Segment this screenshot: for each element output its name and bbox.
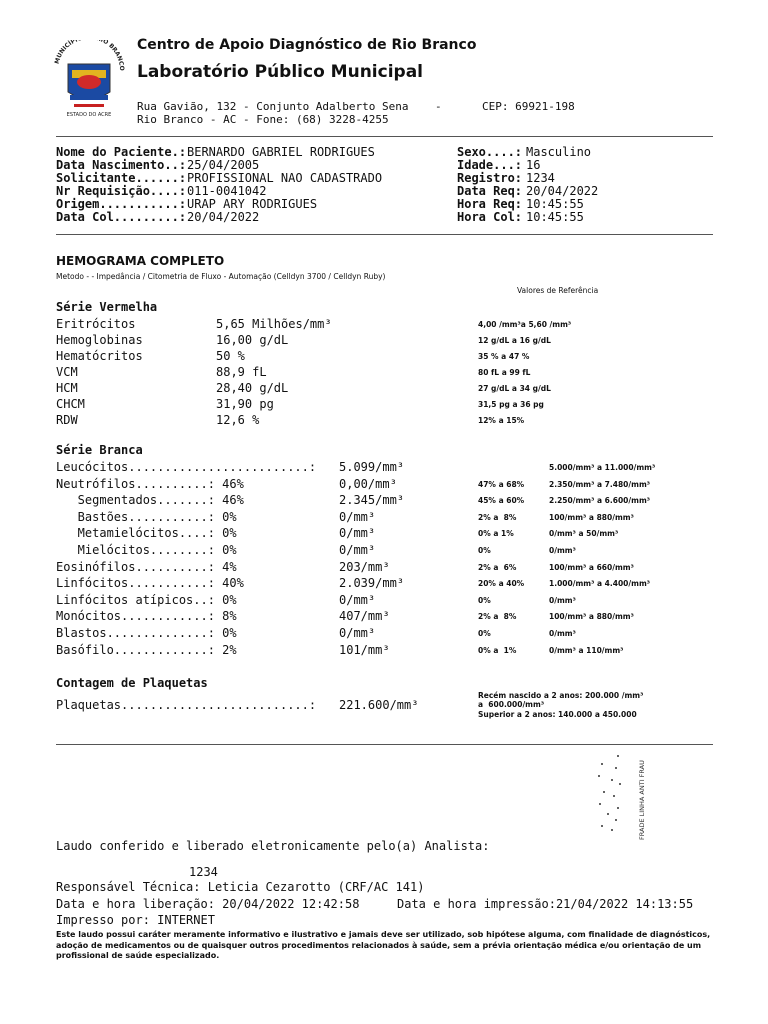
red-series-row-value: 12,6 % <box>216 413 260 427</box>
white-series-row-ref-pct: 47% a 68% <box>478 479 525 489</box>
white-series-row-value: 2.039/mm³ <box>339 576 405 591</box>
municipal-logo <box>50 40 128 120</box>
patient-field-value: 25/04/2005 <box>187 158 260 172</box>
patient-field-value: BERNARDO GABRIEL RODRIGUES <box>187 145 375 159</box>
printed-by: Impresso por: INTERNET <box>56 913 215 927</box>
release-datetime: Data e hora liberação: 20/04/2022 12:42:58 <box>56 897 360 911</box>
red-series-row-value: 88,9 fL <box>216 365 267 379</box>
divider-top <box>56 136 713 137</box>
white-series-row-ref-abs: 0/mm³ <box>549 546 576 555</box>
released-by: Laudo conferido e liberado eletronicamente pelo(a) Analista: <box>56 839 490 853</box>
responsible-technician: Responsável Técnica: Leticia Cezarotto (CRF/AC 141) <box>56 880 425 894</box>
white-series-row-ref-abs: 2.350/mm³ a 7.480/mm³ <box>549 479 651 489</box>
red-series-row-ref: 12 g/dL a 16 g/dL <box>478 336 551 345</box>
white-series-row-name: Linfócitos atípicos..: 0% <box>56 592 237 607</box>
patient-field-label: Nr Requisição....: <box>56 184 187 198</box>
patient-field-value: 1234 <box>526 171 555 185</box>
svg-text:MUNICÍPIO DE RIO BRANCO: MUNICÍPI IO BRANCO <box>53 40 126 72</box>
header-title: Centro de Apoio Diagnóstico de Rio Branco <box>137 37 477 53</box>
disclaimer: Este laudo possui caráter meramente informativo e ilustrativo e jamais deve ser utilizado, sob hipótese alguma, com finalidade de diagnósticos, adoção de medicamentos ou de quaisquer outros procedimentos relacionados à saúde, sem a prévia orientação médica e/ou orientação de um profissional de saúde especializado. <box>56 930 711 960</box>
patient-field-label: Data Col.........: <box>56 210 187 224</box>
white-series-row-value: 203/mm³ <box>339 559 390 574</box>
white-series-row-ref-abs: 100/mm³ a 880/mm³ <box>549 612 634 622</box>
white-series-row-name: Bastões...........: 0% <box>56 509 237 524</box>
white-series-row-name: Mielócitos........: 0% <box>56 543 237 557</box>
red-series-row-name: Eritrócitos <box>56 317 136 331</box>
white-series-row-value: 0/mm³ <box>339 526 376 541</box>
divider-patient <box>56 234 713 235</box>
white-series-row-value: 0,00/mm³ <box>339 476 397 491</box>
divider-bottom <box>56 744 713 745</box>
white-series-row-ref-abs: 0/mm³ a 110/mm³ <box>549 645 624 655</box>
white-series-row-ref-pct: 2% a 6% <box>478 562 517 572</box>
platelets-ref-line1: Recém nascido a 2 anos: 200.000 /mm³ <box>478 691 644 700</box>
red-series-row-name: Hematócritos <box>56 349 143 363</box>
white-series-row-name: Blastos..............: 0% <box>56 626 237 640</box>
red-series-row-ref: 31,5 pg a 36 pg <box>478 400 544 409</box>
white-series-row-value: 0/mm³ <box>339 592 376 607</box>
red-series-row-ref: 4,00 /mm³a 5,60 /mm³ <box>478 320 572 329</box>
print-datetime: Data e hora impressão:21/04/2022 14:13:55 <box>397 897 694 911</box>
platelets-value: 221.600/mm³ <box>339 698 419 712</box>
red-series-row-name: RDW <box>56 413 78 427</box>
patient-field-value: 20/04/2022 <box>526 184 599 198</box>
white-series-row-ref-pct: 0% <box>478 629 491 638</box>
patient-field-value: 011-0041042 <box>187 184 267 198</box>
red-series-row-value: 16,00 g/dL <box>216 333 289 347</box>
white-series-row-ref-pct: 0% <box>478 595 491 605</box>
white-series-row-ref-abs: 5.000/mm³ a 11.000/mm³ <box>549 463 656 472</box>
red-series-row-ref: 27 g/dL a 34 g/dL <box>478 384 551 393</box>
white-series-row-value: 101/mm³ <box>339 642 390 657</box>
white-series-row-ref-pct: 0% <box>478 546 491 555</box>
address-line1: Rua Gavião, 132 - Conjunto Adalberto Sena - <box>137 100 442 113</box>
white-series-row-value: 0/mm³ <box>339 509 376 524</box>
patient-field-value: 16 <box>526 158 541 172</box>
white-series-row-ref-abs: 1.000/mm³ a 4.400/mm³ <box>549 579 651 589</box>
white-series-row-ref-pct: 2% a 8% <box>478 612 517 622</box>
white-series-row-ref-abs: 100/mm³ a 880/mm³ <box>549 512 634 522</box>
cep: CEP: 69921-198 <box>482 100 575 113</box>
svg-text:ESTADO DO ACRE: ESTADO DO ACRE <box>66 112 112 118</box>
white-series-row-name: Metamielócitos....: 0% <box>56 526 237 541</box>
patient-field-value: 20/04/2022 <box>187 210 260 224</box>
red-series-row-ref: 12% a 15% <box>478 416 525 425</box>
exam-method: Metodo - - Impedância / Citometria de Fluxo - Automação (Celldyn 3700 / Celldyn Ruby) <box>56 272 386 281</box>
patient-field-label: Idade...: <box>457 158 523 172</box>
red-series-row-name: VCM <box>56 365 78 379</box>
analyst-code: 1234 <box>189 865 218 879</box>
white-series-row-ref-abs: 2.250/mm³ a 6.600/mm³ <box>549 496 651 506</box>
red-series-row-name: CHCM <box>56 397 85 411</box>
patient-field-label: Registro: <box>457 171 523 185</box>
anti-fraud-seal <box>594 750 654 842</box>
white-series-row-value: 0/mm³ <box>339 543 376 557</box>
platelets-ref-line3: Superior a 2 anos: 140.000 a 450.000 <box>478 710 637 719</box>
patient-field-label: Solicitante......: <box>56 171 187 185</box>
white-series-row-ref-abs: 100/mm³ a 660/mm³ <box>549 562 634 572</box>
white-series-row-ref-abs: 0/mm³ a 50/mm³ <box>549 529 619 539</box>
white-series-row-ref-pct: 0% a 1% <box>478 529 514 539</box>
red-series-row-name: HCM <box>56 381 78 395</box>
patient-field-value: PROFISSIONAL NAO CADASTRADO <box>187 171 383 185</box>
white-series-row-ref-pct: 20% a 40% <box>478 579 525 589</box>
patient-field-label: Data Req: <box>457 184 523 198</box>
svg-text:FRADE LINHA ANTI FRAU: FRADE LINHA ANTI FRAU <box>638 760 646 840</box>
patient-field-label: Data Nascimento..: <box>56 158 187 172</box>
exam-title: HEMOGRAMA COMPLETO <box>56 254 225 268</box>
white-series-row-name: Leucócitos.........................: <box>56 460 317 474</box>
address-line2: Rio Branco - AC - Fone: (68) 3228-4255 <box>137 113 389 126</box>
platelets-ref-line2: a 600.000/mm³ <box>478 700 545 709</box>
red-series-title: Série Vermelha <box>56 300 158 314</box>
white-series-row-value: 0/mm³ <box>339 626 376 640</box>
white-series-row-ref-abs: 0/mm³ <box>549 595 576 605</box>
white-series-row-value: 407/mm³ <box>339 609 390 624</box>
white-series-row-name: Monócitos............: 8% <box>56 609 237 624</box>
white-series-row-ref-pct: 45% a 60% <box>478 496 525 506</box>
red-series-row-value: 28,40 g/dL <box>216 381 289 395</box>
red-series-row-value: 31,90 pg <box>216 397 274 411</box>
patient-field-label: Hora Req: <box>457 197 523 211</box>
red-series-row-value: 5,65 Milhões/mm³ <box>216 317 332 331</box>
red-series-row-ref: 35 % a 47 % <box>478 352 530 361</box>
white-series-row-name: Basófilo.............: 2% <box>56 642 237 657</box>
white-series-row-ref-pct: 0% a 1% <box>478 645 517 655</box>
platelets-title: Contagem de Plaquetas <box>56 676 208 690</box>
header-subtitle: Laboratório Público Municipal <box>137 62 424 82</box>
white-series-row-name: Eosinófilos..........: 4% <box>56 559 237 574</box>
patient-field-value: 10:45:55 <box>526 197 584 211</box>
platelets-name: Plaquetas..........................: <box>56 698 317 712</box>
white-series-row-name: Segmentados.......: 46% <box>56 493 244 508</box>
white-series-row-value: 5.099/mm³ <box>339 460 405 474</box>
patient-field-value: URAP ARY RODRIGUES <box>187 197 318 211</box>
patient-field-value: Masculino <box>526 145 592 159</box>
reference-header: Valores de Referência <box>517 286 599 295</box>
patient-field-label: Sexo....: <box>457 145 523 159</box>
white-series-row-ref-pct: 2% a 8% <box>478 512 517 522</box>
patient-field-label: Nome do Paciente.: <box>56 145 187 159</box>
patient-field-value: 10:45:55 <box>526 210 584 224</box>
white-series-row-name: Linfócitos...........: 40% <box>56 576 244 591</box>
red-series-row-value: 50 % <box>216 349 245 363</box>
white-series-row-ref-abs: 0/mm³ <box>549 629 576 638</box>
white-series-row-value: 2.345/mm³ <box>339 493 405 508</box>
white-series-title: Série Branca <box>56 443 143 457</box>
white-series-row-name: Neutrófilos..........: 46% <box>56 476 244 491</box>
red-series-row-ref: 80 fL a 99 fL <box>478 368 531 377</box>
red-series-row-name: Hemoglobinas <box>56 333 143 347</box>
patient-field-label: Hora Col: <box>457 210 523 224</box>
patient-field-label: Origem...........: <box>56 197 187 211</box>
